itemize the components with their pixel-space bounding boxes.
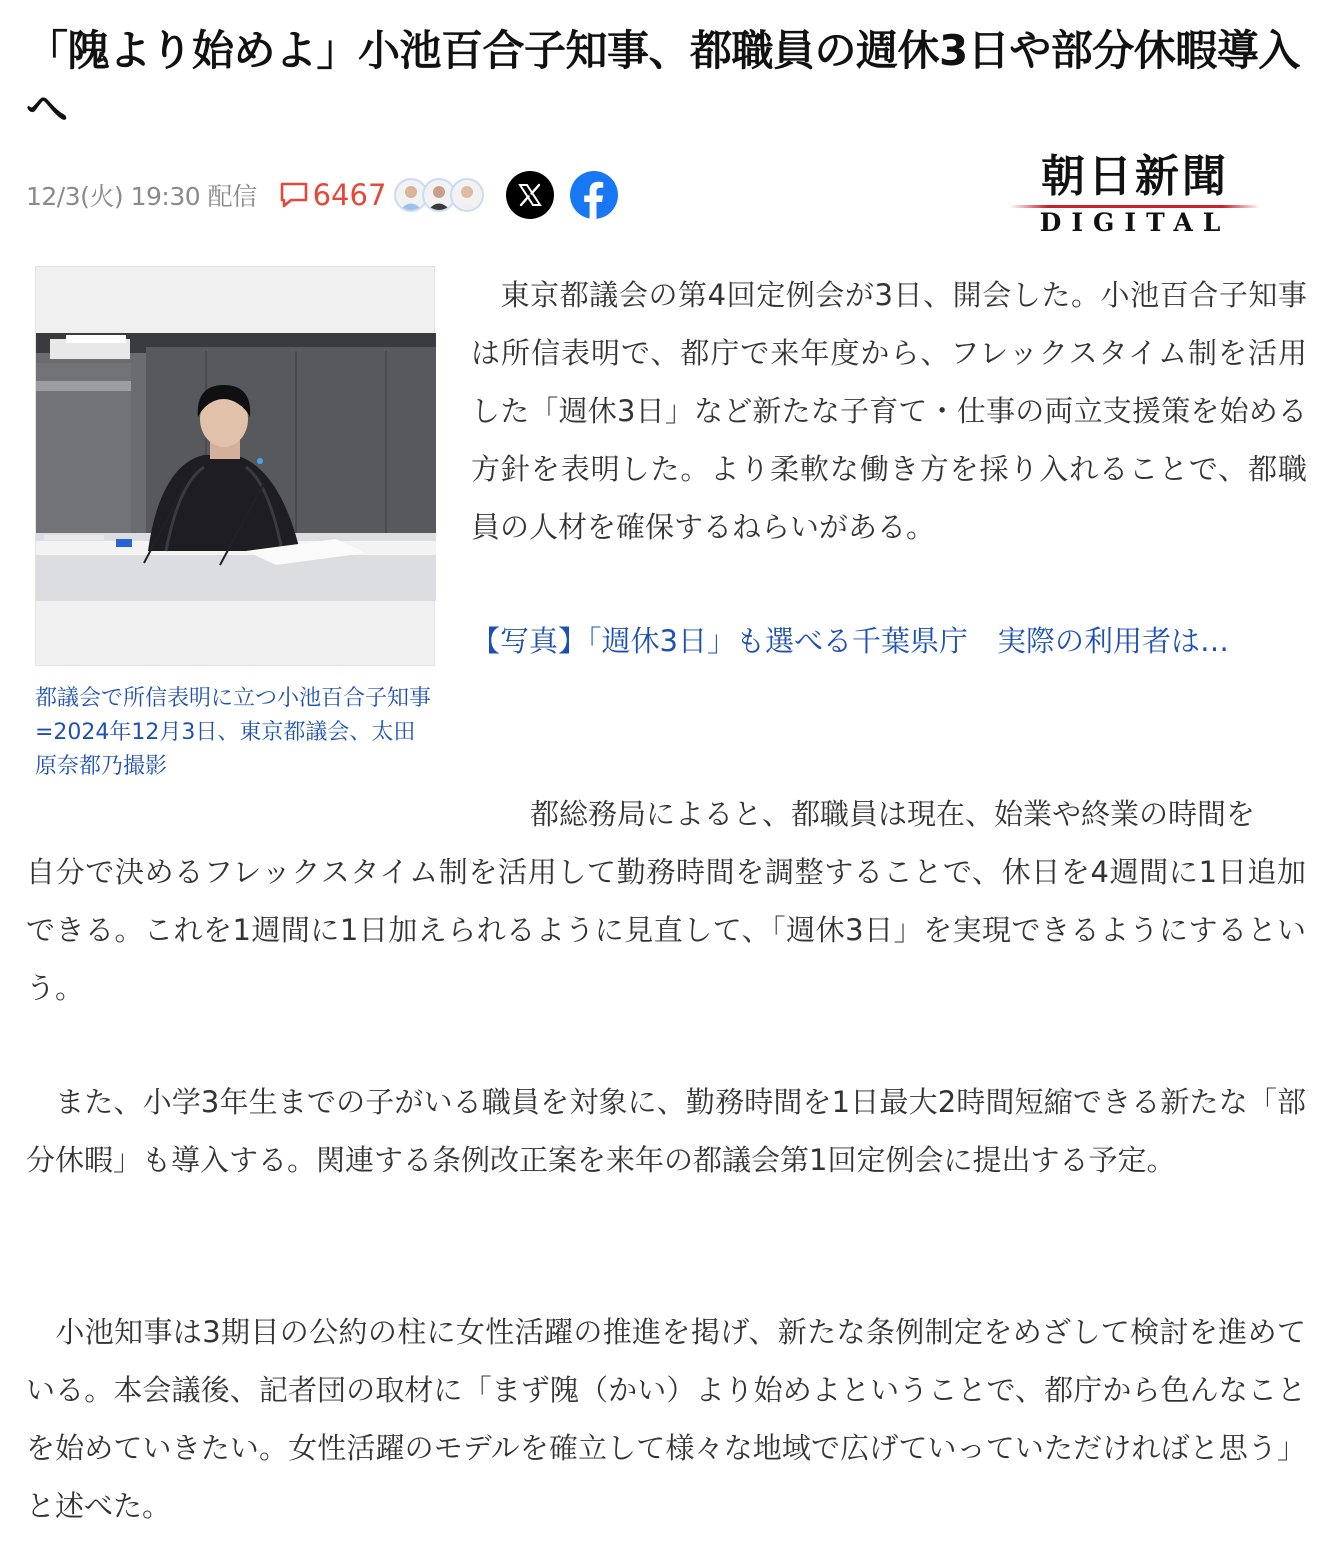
facebook-logo-icon (570, 171, 618, 219)
article-title: 「隗より始めよ」小池百合子知事、都職員の週休3日や部分休暇導入へ (26, 26, 1300, 133)
avatar (450, 178, 484, 212)
article-paragraph-4: 小池知事は3期目の公約の柱に女性活躍の推進を掲げ、新たな条例制定をめざして検討を進めている。本会議後、記者団の取材に「まず隗（かい）より始めよということで、都庁から色んなことを始めていきたい。女性活躍のモデルを確立して様々な地域で広げていっていただければと思う」と述べた。 (26, 1315, 1306, 1523)
article-paragraph-2 (26, 785, 1306, 1017)
paragraph-2-rest: 自分で決めるフレックスタイム制を活用して勤務時間を調整することで、休日を4週間に1日追加できる。これを1週間に1日加えられるように見直して、「週休3日」を実現できるようにするという。 (26, 855, 1306, 1005)
photo-caption-link[interactable]: 都議会で所信表明に立つ小池百合子知事=2024年12月3日、東京都議会、太田原奈都乃撮影 (35, 686, 432, 779)
article-meta (26, 168, 646, 222)
comment-count: 6467 (312, 178, 387, 212)
logo-en-text: DIGITAL (1039, 208, 1231, 237)
publisher-logo[interactable] (1000, 150, 1270, 242)
commenter-avatars[interactable] (394, 178, 484, 212)
comment-icon (279, 182, 309, 208)
photo-governor-speech (36, 333, 436, 601)
article-paragraph-3: また、小学3年生までの子がいる職員を対象に、勤務時間を1日最大2時間短縮できる新たな「部分休暇」も導入する。関連する条例改正案を来年の都議会第1回定例会に提出する予定。 (26, 1085, 1306, 1177)
share-facebook-button[interactable] (570, 171, 618, 219)
share-x-button[interactable] (506, 171, 554, 219)
logo-jp-text: 朝日新聞 (1041, 151, 1229, 202)
article-photo[interactable] (35, 266, 435, 666)
publish-date: 12/3(火) 19:30 配信 (26, 182, 257, 211)
x-logo-icon (517, 182, 543, 208)
comments-link[interactable] (279, 178, 387, 212)
related-photo-link[interactable]: 【写真】「週休3日」も選べる千葉県庁 実際の利用者は… (471, 624, 1229, 658)
paragraph-2-first-line: 都総務局によると、都職員は現在、始業や終業の時間を (501, 797, 1256, 831)
article-lead-paragraph: 東京都議会の第4回定例会が3日、開会した。小池百合子知事は所信表明で、都庁で来年度から、フレックスタイム制を活用した「週休3日」など新たな子育て・仕事の両立支援策を始める方針を表明した。より柔軟な働き方を採り入れることで、都職員の人材を確保するねらいがある。 (471, 278, 1307, 544)
